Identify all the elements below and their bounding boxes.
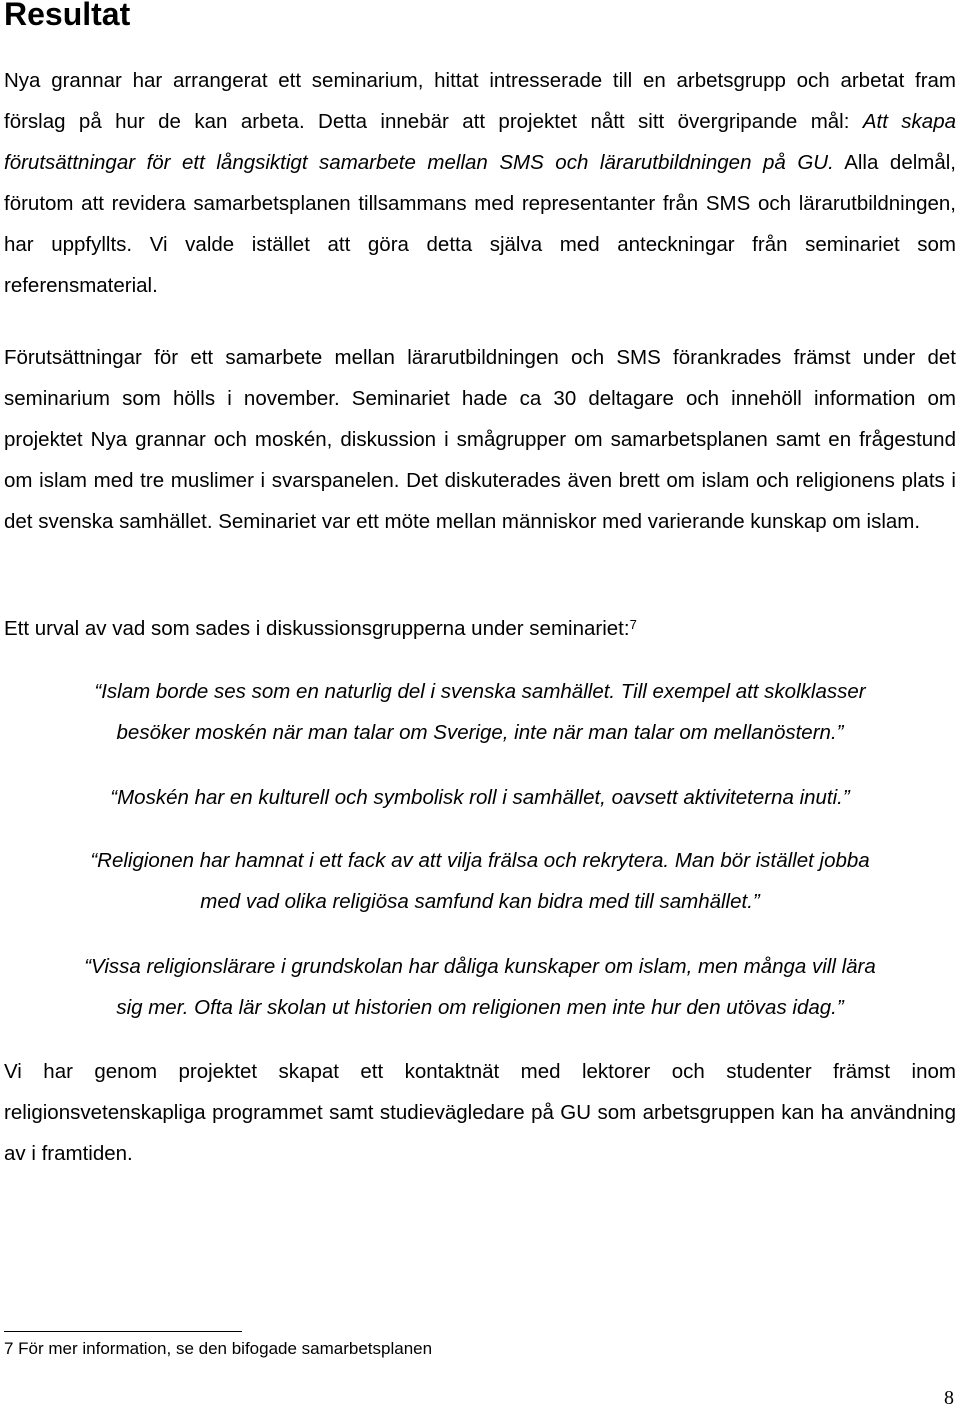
quote-line: med vad olika religiösa samfund kan bidra med till samhället.” — [200, 890, 760, 913]
paragraph-text: Ett urval av vad som sades i diskussionsgrupperna under seminariet: — [4, 617, 630, 640]
quote-3 — [4, 840, 956, 922]
footnote-reference: 7 — [629, 617, 637, 632]
quote-line: “Religionen har hamnat i ett fack av att vilja frälsa och rekrytera. Man bör istället jobba — [90, 849, 870, 872]
quote-line: “Moskén har en kulturell och symbolisk roll i samhället, oavsett aktiviteterna inuti.” — [110, 786, 850, 809]
footnote-separator — [4, 1331, 242, 1332]
section-heading: Resultat — [4, 0, 131, 32]
quote-line: “Islam borde ses som en naturlig del i svenska samhället. Till exempel att skolklasser — [94, 680, 866, 703]
quote-line: besöker moskén när man talar om Sverige, inte när man talar om mellanöstern.” — [116, 721, 844, 744]
paragraph-discussion-intro — [4, 608, 956, 649]
quote-1 — [4, 671, 956, 753]
quote-4 — [4, 946, 956, 1028]
paragraph-result-summary — [4, 60, 956, 306]
page-number: 8 — [944, 1387, 954, 1409]
paragraph-text: Nya grannar har arrangerat ett seminarium, hittat intresserade till en arbetsgrupp och arbetat fram förslag på hur de kan arbeta. Detta innebär att projektet nått sitt övergripande mål: — [4, 69, 956, 133]
footnote: 7 För mer information, se den bifogade samarbetsplanen — [4, 1339, 433, 1358]
quote-2 — [4, 777, 956, 818]
paragraph-text: Alla delmål, förutom att revidera samarbetsplanen tillsammans med representanter från SMS och lärarutbildningen, har uppfyllts. Vi valde istället att göra detta själva med anteckningar från seminariet som referensmaterial. — [4, 151, 956, 297]
paragraph-network: Vi har genom projektet skapat ett kontaktnät med lektorer och studenter främst inom religionsvetenskapliga programmet samt studievägledare på GU som arbetsgruppen kan ha användning av i framtiden. — [4, 1060, 956, 1165]
quote-line: sig mer. Ofta lär skolan ut historien om religionen men inte hur den utövas idag.” — [116, 996, 844, 1019]
project-goal-italic: Att skapa förutsättningar för ett långsiktigt samarbete mellan SMS och lärarutbildningen på GU. — [4, 110, 956, 174]
paragraph-seminar: Förutsättningar för ett samarbete mellan lärarutbildningen och SMS förankrades främst under det seminarium som hölls i november. Seminariet hade ca 30 deltagare och innehöll information om projektet Nya grannar och moskén, diskussion i smågrupper om samarbetsplanen samt en frågestund om islam med tre muslimer i svarspanelen. Det diskuterades även brett om islam och religionens plats i det svenska samhället. Seminariet var ett möte mellan människor med varierande kunskap om islam. — [4, 346, 956, 533]
quote-line: “Vissa religionslärare i grundskolan har dåliga kunskaper om islam, men många vill lära — [84, 955, 876, 978]
